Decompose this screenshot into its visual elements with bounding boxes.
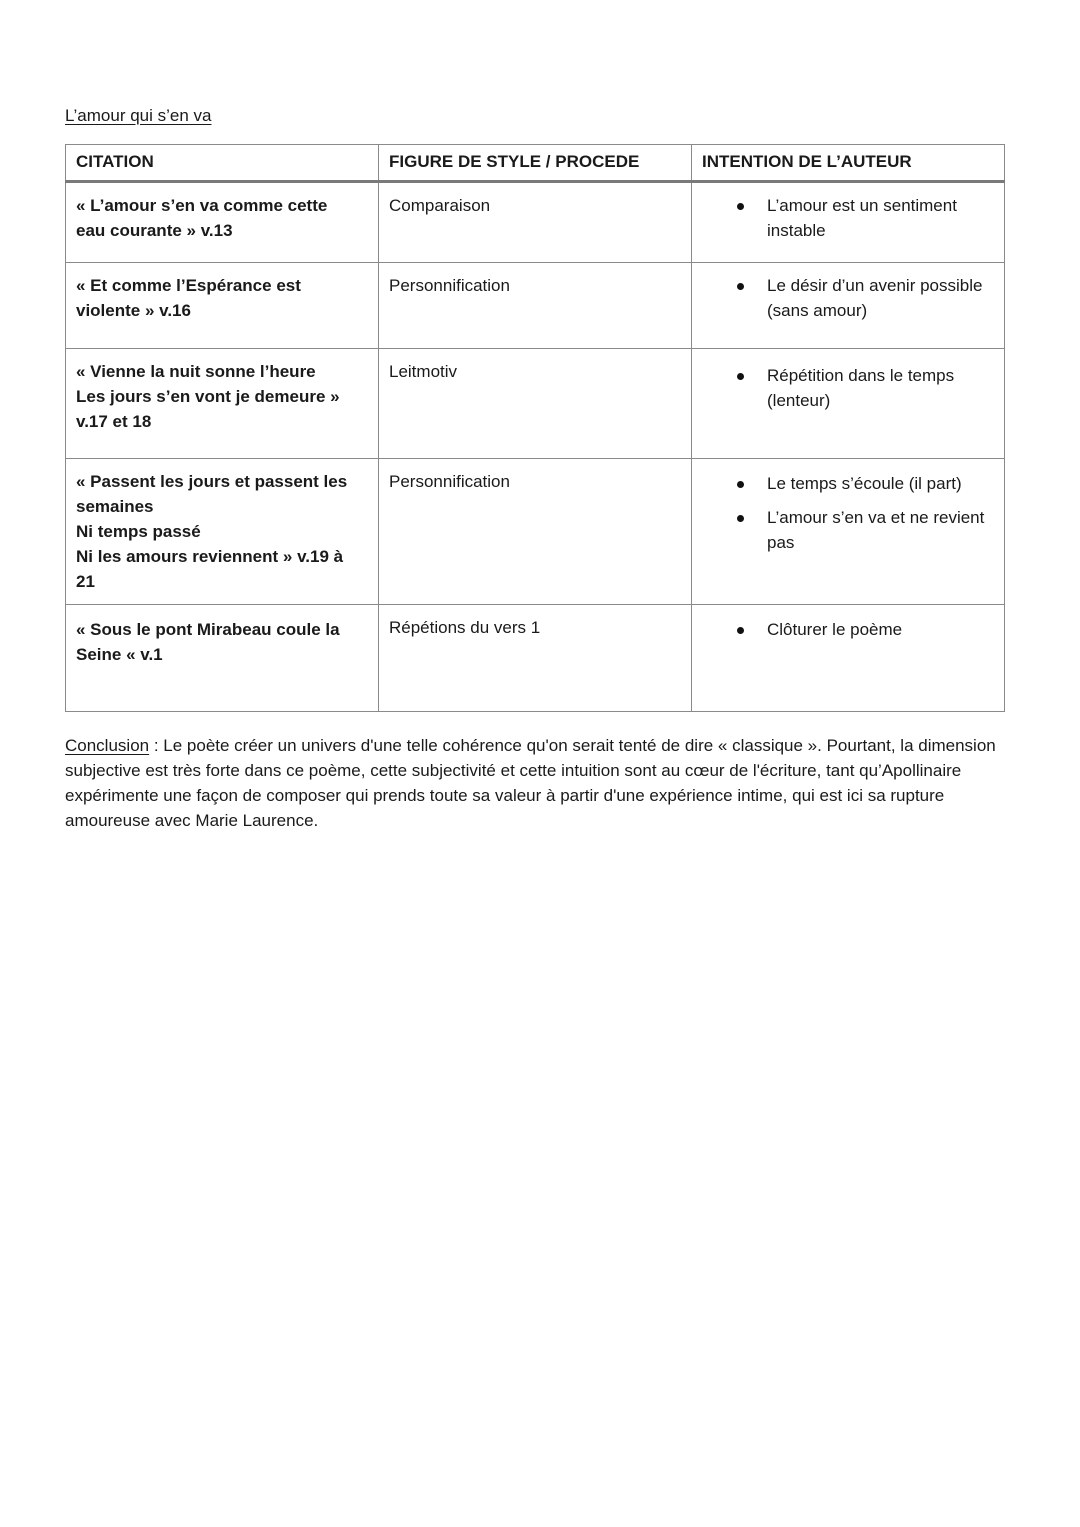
intention-item: L’amour s’en va et ne revient pas xyxy=(702,505,994,555)
intention-item: Répétition dans le temps (lenteur) xyxy=(702,363,994,413)
page-title: L’amour qui s’en va xyxy=(65,106,212,125)
analysis-table xyxy=(65,144,1005,712)
table-row xyxy=(66,349,1005,459)
table-row xyxy=(66,459,1005,605)
citation-line: « Sous le pont Mirabeau coule la xyxy=(76,620,340,639)
table-row xyxy=(66,182,1005,263)
figure-cell: Leitmotiv xyxy=(379,349,692,459)
conclusion-label: Conclusion xyxy=(65,736,150,755)
intention-list xyxy=(702,617,994,642)
citation-line: v.17 et 18 xyxy=(76,412,152,431)
intention-list xyxy=(702,193,994,243)
intention-cell xyxy=(692,263,1005,349)
intention-list xyxy=(702,273,994,323)
intention-cell xyxy=(692,605,1005,712)
citation-cell xyxy=(66,459,379,605)
citation-line: Seine « v.1 xyxy=(76,645,163,664)
figure-cell: Personnification xyxy=(379,459,692,605)
intention-list xyxy=(702,471,994,555)
citation-line: eau courante » v.13 xyxy=(76,221,233,240)
citation-cell xyxy=(66,182,379,263)
citation-line: « Et comme l’Espérance est xyxy=(76,276,301,295)
conclusion-paragraph xyxy=(65,733,1010,833)
intention-cell xyxy=(692,182,1005,263)
figure-cell: Répétions du vers 1 xyxy=(379,605,692,712)
figure-cell: Personnification xyxy=(379,263,692,349)
header-citation: CITATION xyxy=(66,145,379,182)
figure-cell: Comparaison xyxy=(379,182,692,263)
intention-cell xyxy=(692,459,1005,605)
citation-line: Ni temps passé xyxy=(76,522,201,541)
citation-line: « Vienne la nuit sonne l’heure xyxy=(76,362,316,381)
citation-line: « L’amour s’en va comme cette xyxy=(76,196,328,215)
intention-list xyxy=(702,363,994,413)
table-header-row xyxy=(66,145,1005,182)
citation-cell xyxy=(66,349,379,459)
intention-item: Le désir d’un avenir possible (sans amour) xyxy=(702,273,994,323)
intention-item: Clôturer le poème xyxy=(702,617,994,642)
citation-cell xyxy=(66,263,379,349)
citation-line: violente » v.16 xyxy=(76,301,191,320)
citation-cell xyxy=(66,605,379,712)
header-figure: FIGURE DE STYLE / PROCEDE xyxy=(379,145,692,182)
intention-item: Le temps s’écoule (il part) xyxy=(702,471,994,496)
citation-line: semaines xyxy=(76,497,154,516)
conclusion-text: : Le poète créer un univers d'une telle cohérence qu'on serait tenté de dire « classique ». Pourtant, la dimension subjective est très forte dans ce poème, cette subjectivité et cette intuition sont au cœur de l'écriture, tant qu’Apollinaire expérimente une façon de composer qui prends toute sa valeur à partir d'une expérience intime, qui est ici sa rupture amoureuse avec Marie Laurence. xyxy=(65,736,996,830)
citation-line: Les jours s’en vont je demeure » xyxy=(76,387,340,406)
intention-cell xyxy=(692,349,1005,459)
citation-line: « Passent les jours et passent les xyxy=(76,472,348,491)
header-intention: INTENTION DE L’AUTEUR xyxy=(692,145,1005,182)
citation-line: Ni les amours reviennent » v.19 à xyxy=(76,547,344,566)
table-row xyxy=(66,605,1005,712)
table-row xyxy=(66,263,1005,349)
citation-line: 21 xyxy=(76,572,95,591)
intention-item: L’amour est un sentiment instable xyxy=(702,193,994,243)
